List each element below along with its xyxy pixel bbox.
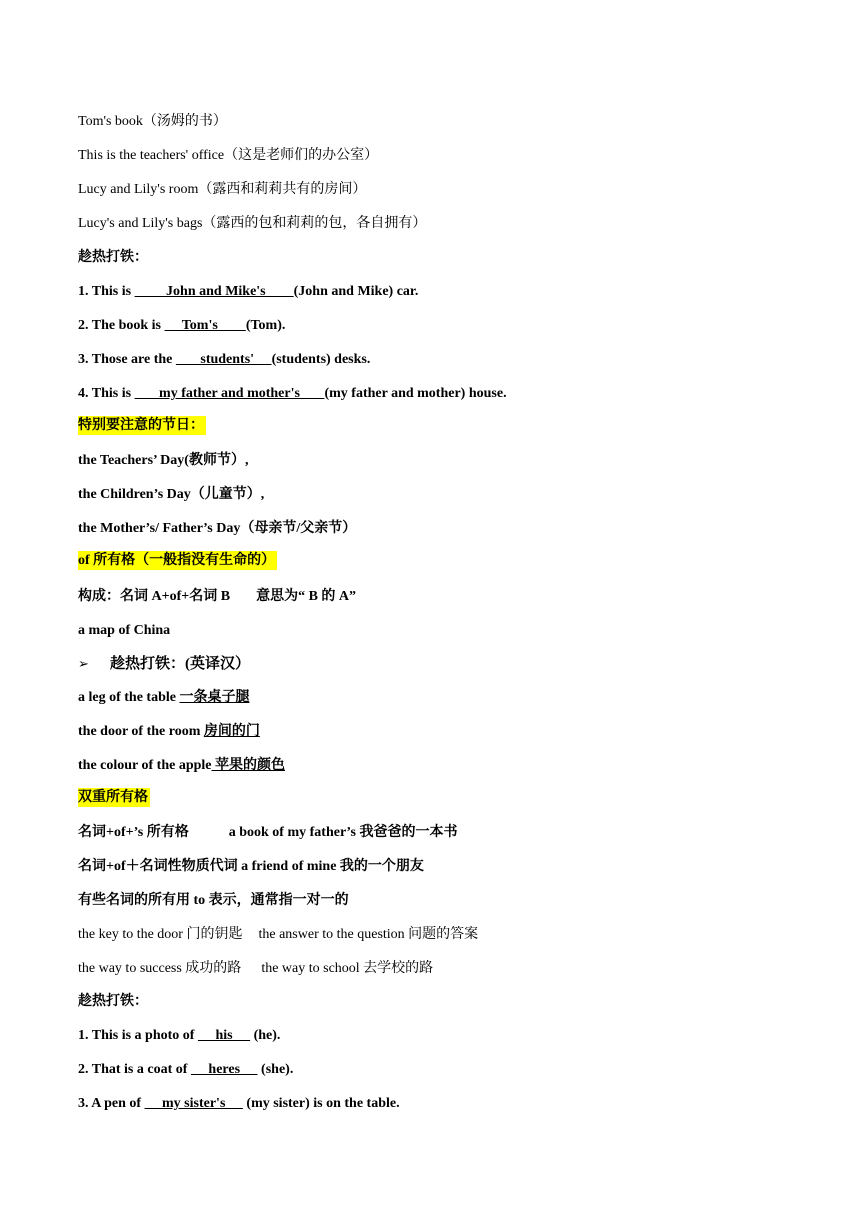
exercise-1 — [78, 282, 418, 302]
translation-2-chinese: 房间的门 — [203, 724, 260, 739]
translation-2-english: the door of the room — [78, 724, 204, 739]
translation-1-english: a leg of the table — [78, 690, 180, 705]
practice-2-item-3-prefix: 3. A pen of — [78, 1096, 145, 1111]
example-teachers-office: This is the teachers' office（这是老师们的办公室） — [78, 148, 379, 163]
double-possessive-heading — [78, 788, 150, 808]
structure-meaning: 意思为“ B 的 A” — [256, 589, 357, 604]
festival-heading — [78, 416, 206, 436]
translation-1 — [78, 688, 249, 708]
exercise-4-prefix: 4. This is — [78, 386, 135, 401]
example-lucy-lily-room: Lucy and Lily's room（露西和莉莉共有的房间） — [78, 182, 367, 197]
practice-2-item-1-answer: his — [197, 1028, 251, 1043]
practice-2-item-3-suffix: (my sister) is on the table. — [242, 1096, 400, 1111]
festival-teachers-day: the Teachers’ Day(教师节）, — [78, 453, 249, 468]
of-possessive-heading — [78, 551, 277, 571]
practice-2-item-2-answer: heres — [190, 1062, 258, 1077]
practice-2-item-1 — [78, 1026, 280, 1046]
exercise-2-suffix: (Tom). — [245, 318, 286, 333]
exercise-4-answer: my father and mother's — [134, 386, 325, 401]
exercise-3-suffix: (students) desks. — [271, 352, 371, 367]
practice-2-item-1-prefix: 1. This is a photo of — [78, 1028, 198, 1043]
translation-3-english: the colour of the apple — [78, 758, 212, 773]
exercise-3 — [78, 350, 370, 370]
to-example-1 — [78, 925, 478, 945]
exercise-2-answer: Tom's — [164, 318, 246, 333]
to-possessive-rule: 有些名词的所有用 to 表示，通常指一对一的 — [78, 893, 349, 908]
example-lucy-lily-bags: Lucy's and Lily's bags（露西的包和莉莉的包，各自拥有） — [78, 216, 427, 231]
festival-childrens-day: the Children’s Day（儿童节）, — [78, 487, 265, 502]
practice-2-item-3-answer: my sister's — [144, 1096, 243, 1111]
translation-1-chinese: 一条桌子腿 — [179, 690, 250, 705]
double-possessive-rule-2: 名词+of＋名词性物质代词 a friend of mine 我的一个朋友 — [78, 859, 424, 874]
practice-heading: 趁热打铁： — [78, 250, 148, 265]
exercise-4 — [78, 384, 507, 404]
practice-2-item-2-suffix: (she). — [257, 1062, 294, 1077]
practice-2-item-2-prefix: 2. That is a coat of — [78, 1062, 191, 1077]
exercise-2-prefix: 2. The book is — [78, 318, 165, 333]
to-example-success: the way to success 成功的路 — [78, 961, 242, 976]
translation-practice-label: 趁热打铁：(英译汉） — [110, 656, 250, 672]
to-example-2 — [78, 959, 433, 979]
to-example-answer: the answer to the question 问题的答案 — [258, 927, 479, 942]
exercise-2 — [78, 316, 285, 336]
structure-formula: 构成：名词 A+of+名词 B — [78, 589, 231, 604]
festival-mothers-fathers-day: the Mother’s/ Father’s Day（母亲节/父亲节） — [78, 521, 357, 536]
exercise-1-suffix: (John and Mike) car. — [293, 284, 419, 299]
translation-practice-heading — [78, 654, 250, 675]
double-possessive-rule-1 — [78, 823, 458, 843]
translation-3 — [78, 756, 285, 776]
to-example-key: the key to the door 门的钥匙 — [78, 927, 243, 942]
structure-line — [78, 587, 356, 607]
double-possessive-heading-highlight: 双重所有格 — [78, 790, 148, 805]
to-example-school: the way to school 去学校的路 — [261, 961, 434, 976]
exercise-4-suffix: (my father and mother) house. — [324, 386, 507, 401]
arrow-bullet-icon: ➢ — [78, 657, 89, 672]
double-possessive-rule-1-example: a book of my father’s 我爸爸的一本书 — [228, 825, 458, 840]
exercise-3-answer: students' — [175, 352, 272, 367]
exercise-1-answer: John and Mike's — [134, 284, 294, 299]
practice-2-item-2 — [78, 1060, 293, 1080]
practice-heading-2: 趁热打铁： — [78, 994, 148, 1009]
exercise-1-prefix: 1. This is — [78, 284, 135, 299]
exercise-3-prefix: 3. Those are the — [78, 352, 176, 367]
practice-2-item-3 — [78, 1094, 400, 1114]
of-possessive-heading-highlight: of 所有格（一般指没有生命的） — [78, 553, 276, 568]
translation-3-chinese: 苹果的颜色 — [211, 758, 286, 773]
example-map-of-china: a map of China — [78, 623, 171, 638]
translation-2 — [78, 722, 260, 742]
practice-2-item-1-suffix: (he). — [250, 1028, 281, 1043]
festival-heading-highlight: 特别要注意的节日： — [78, 418, 204, 433]
example-toms-book: Tom's book（汤姆的书） — [78, 114, 227, 129]
double-possessive-rule-1-pattern: 名词+of+’s 所有格 — [78, 825, 189, 840]
